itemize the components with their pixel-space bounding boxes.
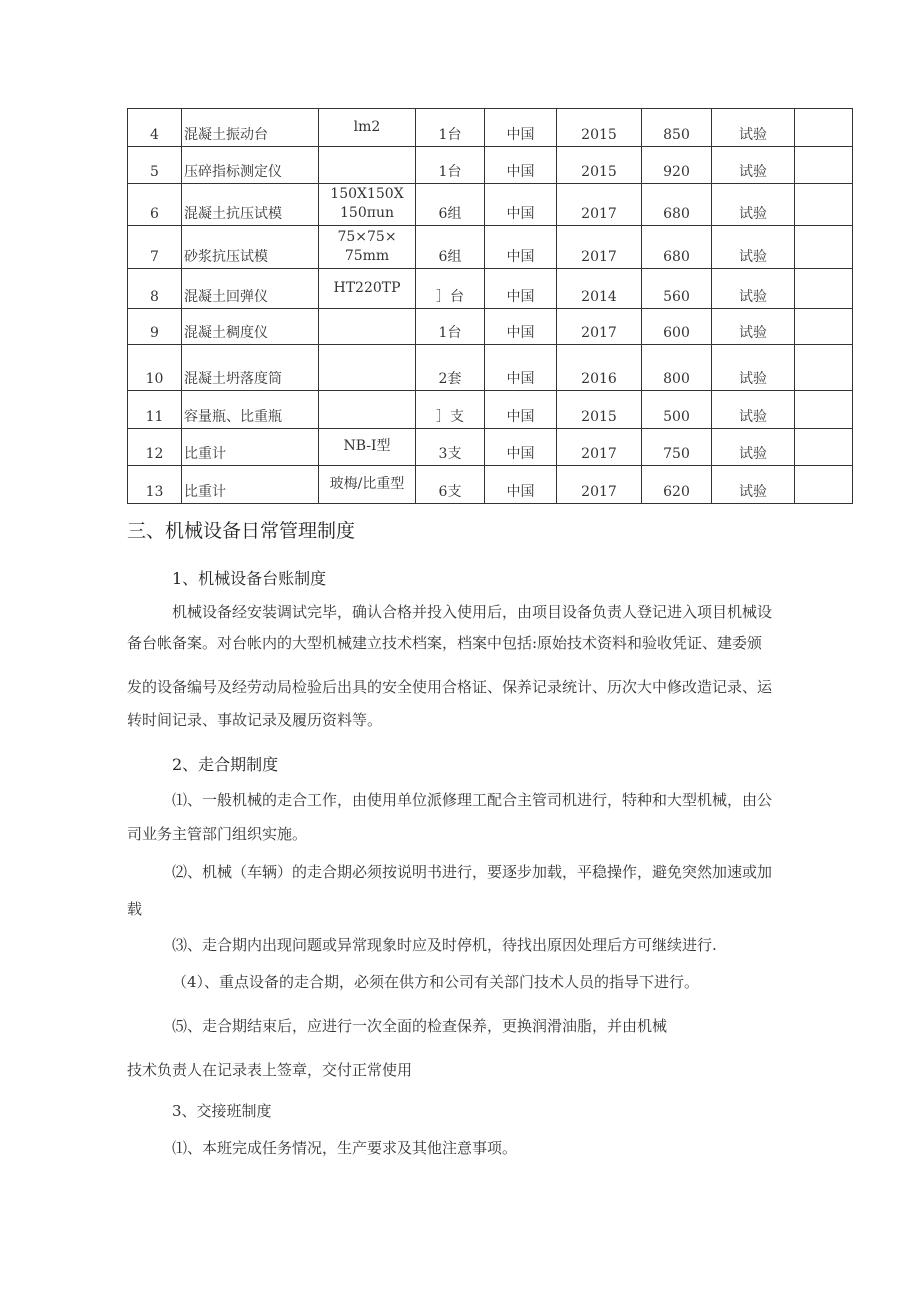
table-row — [128, 466, 853, 504]
equipment-spec: 150X150X 150πun — [319, 184, 416, 226]
equipment-year: 2017 — [557, 226, 642, 269]
section-title: 三、机械设备日常管理制度 — [127, 520, 356, 542]
runin-item-2: ⑵、机械（车辆）的走合期必须按说明书进行，要逐步加载，平稳操作，避免突然加速或加 — [172, 863, 773, 881]
row-number: 7 — [128, 226, 182, 269]
equipment-quantity: 1台 — [416, 109, 485, 147]
equipment-name: 混凝土坍落度筒 — [182, 345, 319, 391]
equipment-quantity: ］支 — [416, 391, 485, 429]
equipment-remark — [795, 466, 853, 504]
runin-item-5-cont: 技术负责人在记录表上签章，交付正常使用 — [127, 1061, 413, 1079]
equipment-spec: 75×75× 75mm — [319, 226, 416, 269]
row-number: 8 — [128, 269, 182, 309]
equipment-spec — [319, 391, 416, 429]
equipment-origin: 中国 — [485, 184, 557, 226]
equipment-remark — [795, 269, 853, 309]
equipment-spec — [319, 345, 416, 391]
equipment-origin: 中国 — [485, 109, 557, 147]
equipment-year: 2017 — [557, 466, 642, 504]
table-row — [128, 226, 853, 269]
equipment-name: 混凝土抗压试模 — [182, 184, 319, 226]
equipment-quantity: 3支 — [416, 429, 485, 466]
runin-item-1: ⑴、一般机械的走合工作，由使用单位派修理工配合主管司机进行，特种和大型机械，由公 — [172, 791, 773, 809]
equipment-spec: 玻梅/比重型 — [319, 466, 416, 504]
table-row — [128, 391, 853, 429]
equipment-name: 混凝土振动台 — [182, 109, 319, 147]
runin-item-3: ⑶、走合期内出现问题或异常现象时应及时停机，待找出原因处理后方可继续进行. — [172, 936, 717, 954]
runin-item-2-cont: 载 — [127, 900, 143, 918]
subsection-title-handover: 3、交接班制度 — [172, 1102, 272, 1120]
equipment-quantity: 2套 — [416, 345, 485, 391]
table-row — [128, 109, 853, 147]
equipment-remark — [795, 109, 853, 147]
equipment-spec — [319, 147, 416, 184]
equipment-price: 750 — [642, 429, 712, 466]
row-number: 5 — [128, 147, 182, 184]
equipment-origin: 中国 — [485, 147, 557, 184]
equipment-year: 2017 — [557, 184, 642, 226]
ledger-line: 转时间记录、事故记录及履历资料等。 — [127, 711, 383, 729]
equipment-price: 680 — [642, 226, 712, 269]
equipment-origin: 中国 — [485, 466, 557, 504]
runin-item-5: ⑸、走合期结束后，应进行一次全面的检查保养，更换润滑油脂，并由机械 — [172, 1017, 668, 1035]
equipment-name: 比重计 — [182, 466, 319, 504]
equipment-price: 920 — [642, 147, 712, 184]
equipment-origin: 中国 — [485, 309, 557, 345]
subsection-title-runin: 2、走合期制度 — [172, 755, 279, 774]
equipment-use: 试验 — [712, 309, 795, 345]
row-number: 9 — [128, 309, 182, 345]
equipment-quantity: 6组 — [416, 226, 485, 269]
equipment-use: 试验 — [712, 269, 795, 309]
row-number: 11 — [128, 391, 182, 429]
equipment-year: 2017 — [557, 429, 642, 466]
equipment-year: 2015 — [557, 109, 642, 147]
equipment-year: 2014 — [557, 269, 642, 309]
ledger-line: 机械设备经安装调试完毕，确认合格并投入使用后，由项目设备负责人登记进入项目机械设 — [172, 603, 773, 621]
equipment-spec: lm2 — [319, 109, 416, 147]
table-row — [128, 147, 853, 184]
equipment-origin: 中国 — [485, 391, 557, 429]
equipment-remark — [795, 147, 853, 184]
equipment-use: 试验 — [712, 345, 795, 391]
runin-item-1-cont: 司业务主管部门组织实施。 — [127, 825, 308, 843]
equipment-quantity: 6组 — [416, 184, 485, 226]
equipment-name: 压碎指标测定仪 — [182, 147, 319, 184]
equipment-price: 500 — [642, 391, 712, 429]
ledger-line: 备台帐备案。对台帐内的大型机械建立技术档案，档案中包括:原始技术资料和验收凭证、建委颁 — [127, 634, 763, 652]
equipment-name: 混凝土回弹仪 — [182, 269, 319, 309]
equipment-origin: 中国 — [485, 429, 557, 466]
equipment-origin: 中国 — [485, 226, 557, 269]
row-number: 13 — [128, 466, 182, 504]
table-row — [128, 429, 853, 466]
equipment-use: 试验 — [712, 184, 795, 226]
equipment-price: 800 — [642, 345, 712, 391]
equipment-year: 2015 — [557, 391, 642, 429]
equipment-quantity: 1台 — [416, 147, 485, 184]
equipment-name: 混凝土稠度仪 — [182, 309, 319, 345]
equipment-use: 试验 — [712, 466, 795, 504]
equipment-spec: HT220TP — [319, 269, 416, 309]
equipment-remark — [795, 429, 853, 466]
handover-item-1: ⑴、本班完成任务情况，生产要求及其他注意事项。 — [172, 1139, 518, 1157]
equipment-price: 620 — [642, 466, 712, 504]
equipment-name: 容量瓶、比重瓶 — [182, 391, 319, 429]
equipment-use: 试验 — [712, 391, 795, 429]
equipment-use: 试验 — [712, 147, 795, 184]
equipment-use: 试验 — [712, 109, 795, 147]
equipment-year: 2015 — [557, 147, 642, 184]
equipment-quantity: 6支 — [416, 466, 485, 504]
equipment-price: 560 — [642, 269, 712, 309]
equipment-spec: NB-I型 — [319, 429, 416, 466]
table-row — [128, 184, 853, 226]
row-number: 6 — [128, 184, 182, 226]
row-number: 10 — [128, 345, 182, 391]
equipment-remark — [795, 184, 853, 226]
table-row — [128, 309, 853, 345]
equipment-remark — [795, 345, 853, 391]
equipment-name: 砂浆抗压试模 — [182, 226, 319, 269]
equipment-quantity: 1台 — [416, 309, 485, 345]
subsection-title-ledger: 1、机械设备台账制度 — [172, 569, 327, 588]
equipment-table — [127, 108, 853, 504]
ledger-line: 发的设备编号及经劳动局检验后出具的安全使用合格证、保养记录统计、历次大中修改造记录、运 — [127, 678, 773, 696]
equipment-year: 2016 — [557, 345, 642, 391]
equipment-remark — [795, 391, 853, 429]
equipment-origin: 中国 — [485, 345, 557, 391]
row-number: 4 — [128, 109, 182, 147]
equipment-year: 2017 — [557, 309, 642, 345]
runin-item-4: （4）、重点设备的走合期，必须在供方和公司有关部门技术人员的指导下进行。 — [172, 973, 700, 991]
equipment-remark — [795, 309, 853, 345]
equipment-use: 试验 — [712, 429, 795, 466]
equipment-price: 680 — [642, 184, 712, 226]
equipment-use: 试验 — [712, 226, 795, 269]
equipment-price: 600 — [642, 309, 712, 345]
table-row — [128, 345, 853, 391]
equipment-origin: 中国 — [485, 269, 557, 309]
equipment-price: 850 — [642, 109, 712, 147]
row-number: 12 — [128, 429, 182, 466]
equipment-quantity: ］台 — [416, 269, 485, 309]
equipment-spec — [319, 309, 416, 345]
equipment-name: 比重计 — [182, 429, 319, 466]
equipment-remark — [795, 226, 853, 269]
table-row — [128, 269, 853, 309]
